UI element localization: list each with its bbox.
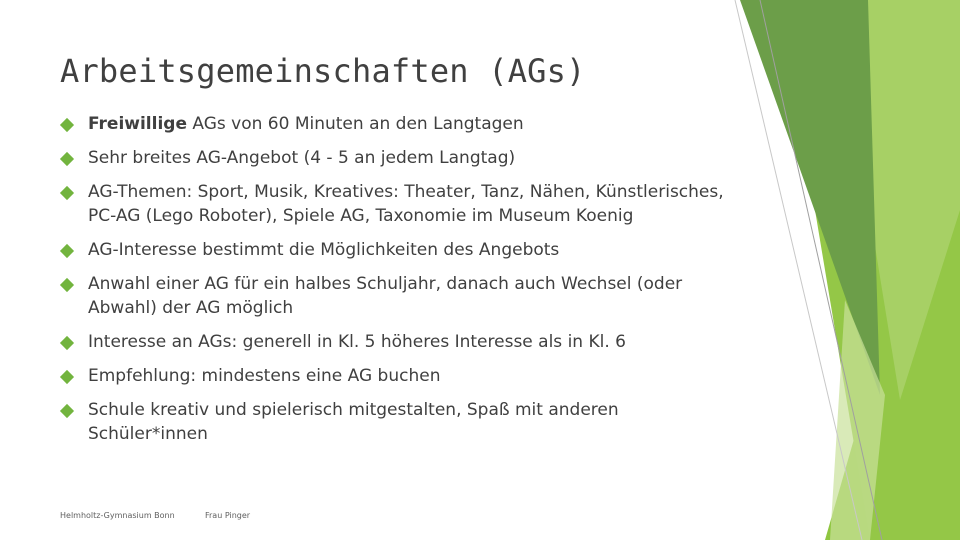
bullet-item	[60, 180, 730, 228]
bullet-bold-text: Freiwillige	[88, 114, 187, 134]
bullet-text: Empfehlung: mindestens eine AG buchen	[88, 366, 441, 386]
bullet-list	[60, 112, 730, 456]
footer-author: Frau Pinger	[205, 511, 251, 520]
bullet-item	[60, 272, 730, 320]
bullet-text: Sehr breites AG-Angebot (4 - 5 an jedem Langtag)	[88, 148, 516, 168]
bullet-item	[60, 398, 730, 446]
bullet-item	[60, 238, 730, 262]
bullet-item	[60, 364, 730, 388]
bullet-text: Interesse an AGs: generell in Kl. 5 höheres Interesse als in Kl. 6	[88, 332, 626, 352]
bullet-text: AG-Themen: Sport, Musik, Kreatives: Theater, Tanz, Nähen, Künstlerisches, PC-AG (Lego Roboter), Spiele AG, Taxonomie im Museum Koenig	[88, 182, 724, 226]
footer-school: Helmholtz-Gymnasium Bonn	[60, 511, 175, 520]
bullet-item	[60, 146, 730, 170]
bullet-item	[60, 330, 730, 354]
bullet-text: Anwahl einer AG für ein halbes Schuljahr, danach auch Wechsel (oder Abwahl) der AG möglich	[88, 274, 683, 318]
slide-title: Arbeitsgemeinschaften (AGs)	[60, 52, 586, 90]
bullet-text: AGs von 60 Minuten an den Langtagen	[186, 114, 524, 134]
bullet-item	[60, 112, 730, 136]
bullet-text: AG-Interesse bestimmt die Möglichkeiten des Angebots	[88, 240, 560, 260]
bullet-text: Schule kreativ und spielerisch mitgestalten, Spaß mit anderen Schüler*innen	[88, 400, 619, 444]
